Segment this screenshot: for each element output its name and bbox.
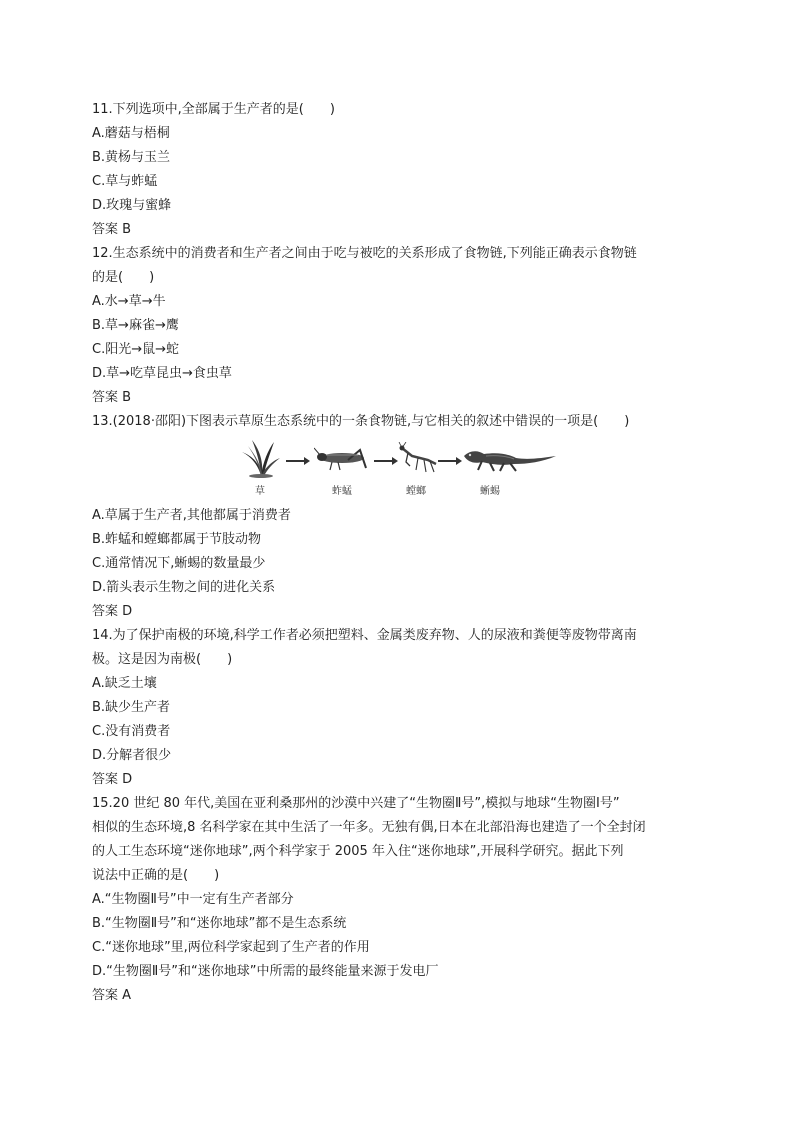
answer: 答案 B — [92, 222, 132, 237]
question-stem: 14.为了保护南极的环境,科学工作者必须把塑料、金属类废弃物、人的尿液和粪便等废物带离南 — [92, 628, 637, 643]
option-a: A.草属于生产者,其他都属于消费者 — [92, 508, 291, 523]
option-c: C.阳光→鼠→蛇 — [92, 342, 179, 357]
option-a: A.“生物圈Ⅱ号”中一定有生产者部分 — [92, 892, 294, 907]
question-stem-cont: 极。这是因为南极( ) — [92, 652, 233, 667]
question-15 — [92, 792, 712, 1008]
label-grass: 草 — [255, 486, 265, 497]
question-11 — [92, 98, 712, 242]
option-c: C.没有消费者 — [92, 724, 171, 739]
question-stem: 15.20 世纪 80 年代,美国在亚利桑那州的沙漠中兴建了“生物圈Ⅱ号”,模拟与地球“生物圈Ⅰ号” — [92, 796, 620, 811]
answer: 答案 D — [92, 772, 133, 787]
label-lizard: 蜥蜴 — [480, 486, 500, 497]
question-stem-cont: 的是( ) — [92, 270, 155, 285]
option-c: C.“迷你地球”里,两位科学家起到了生产者的作用 — [92, 940, 370, 955]
question-stem: 13.(2018·邵阳)下图表示草原生态系统中的一条食物链,与它相关的叙述中错误的一项是( ) — [92, 414, 630, 429]
arrow-icon — [438, 460, 460, 462]
lizard-icon — [462, 444, 558, 474]
grasshopper-icon — [314, 446, 370, 472]
option-d: D.玫瑰与蜜蜂 — [92, 198, 172, 213]
arrow-icon — [374, 460, 396, 462]
answer: 答案 B — [92, 390, 132, 405]
option-b: B.黄杨与玉兰 — [92, 150, 171, 165]
option-b: B.蚱蜢和螳螂都属于节肢动物 — [92, 532, 262, 547]
food-chain-figure — [92, 438, 712, 500]
question-13 — [92, 410, 712, 624]
arrow-icon — [286, 460, 308, 462]
worksheet-page — [92, 98, 712, 1008]
question-stem-cont: 相似的生态环境,8 名科学家在其中生活了一年多。无独有偶,日本在北部沿海也建造了一个全封闭 — [92, 820, 646, 835]
option-b: B.“生物圈Ⅱ号”和“迷你地球”都不是生态系统 — [92, 916, 347, 931]
option-d: D.分解者很少 — [92, 748, 172, 763]
option-a: A.缺乏土壤 — [92, 676, 157, 691]
answer: 答案 D — [92, 604, 133, 619]
label-mantis: 螳螂 — [406, 486, 426, 497]
answer: 答案 A — [92, 988, 132, 1003]
question-12 — [92, 242, 712, 410]
option-d: D.草→吃草昆虫→食虫草 — [92, 366, 232, 381]
option-b: B.缺少生产者 — [92, 700, 171, 715]
option-a: A.蘑菇与梧桐 — [92, 126, 170, 141]
question-stem: 11.下列选项中,全部属于生产者的是( ) — [92, 102, 335, 117]
grass-icon — [240, 438, 282, 478]
question-14 — [92, 624, 712, 792]
question-stem-cont: 的人工生态环境“迷你地球”,两个科学家于 2005 年入住“迷你地球”,开展科学研究。据此下列 — [92, 844, 624, 859]
option-c: C.通常情况下,蜥蜴的数量最少 — [92, 556, 266, 571]
option-c: C.草与蚱蜢 — [92, 174, 158, 189]
option-d: D.“生物圈Ⅱ号”和“迷你地球”中所需的最终能量来源于发电厂 — [92, 964, 439, 979]
question-stem-cont: 说法中正确的是( ) — [92, 868, 220, 883]
option-b: B.草→麻雀→鹰 — [92, 318, 179, 333]
mantis-icon — [398, 442, 438, 474]
question-stem: 12.生态系统中的消费者和生产者之间由于吃与被吃的关系形成了食物链,下列能正确表示食物链 — [92, 246, 637, 261]
option-a: A.水→草→牛 — [92, 294, 166, 309]
option-d: D.箭头表示生物之间的进化关系 — [92, 580, 276, 595]
label-grasshopper: 蚱蜢 — [332, 486, 352, 497]
